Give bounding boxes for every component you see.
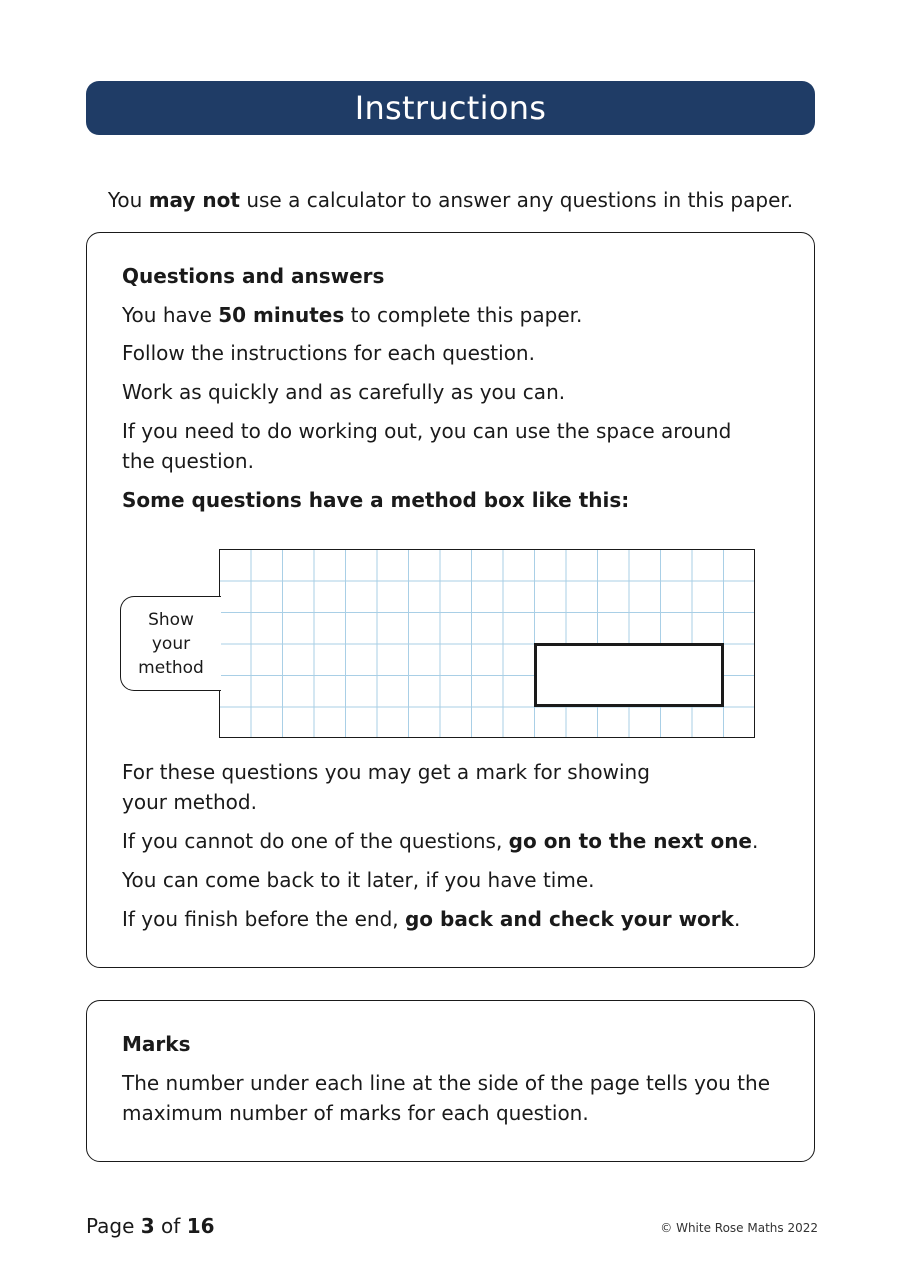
page-number: Page 3 of 16 (86, 1214, 215, 1238)
marks-heading: Marks (122, 1032, 191, 1056)
questions-heading: Questions and answers (122, 264, 385, 288)
follow-instructions-text: Follow the instructions for each question. (122, 341, 535, 365)
work-quickly-text: Work as quickly and as carefully as you can. (122, 380, 566, 404)
time-allowed-text: You have 50 minutes to complete this paper. (122, 303, 583, 327)
copyright-notice: © White Rose Maths 2022 (660, 1221, 818, 1235)
calculator-note: You may not use a calculator to answer any questions in this paper. (107, 188, 794, 212)
instructions-banner (86, 81, 815, 135)
marks-text: The number under each line at the side of the page tells you the maximum number of marks for each question. (122, 1071, 770, 1125)
check-work-text: If you finish before the end, go back and check your work. (122, 907, 741, 931)
working-out-text: If you need to do working out, you can use the space around the question. (122, 419, 732, 473)
come-back-text: You can come back to it later, if you have time. (122, 868, 595, 892)
method-box-intro: Some questions have a method box like this: (122, 488, 630, 512)
answer-box (534, 643, 724, 707)
page-title: Instructions (354, 89, 547, 127)
show-your-method-tab: Show your method (120, 596, 221, 691)
skip-question-text: If you cannot do one of the questions, go on to the next one. (122, 829, 759, 853)
method-mark-text: For these questions you may get a mark for showing your method. (122, 760, 650, 814)
